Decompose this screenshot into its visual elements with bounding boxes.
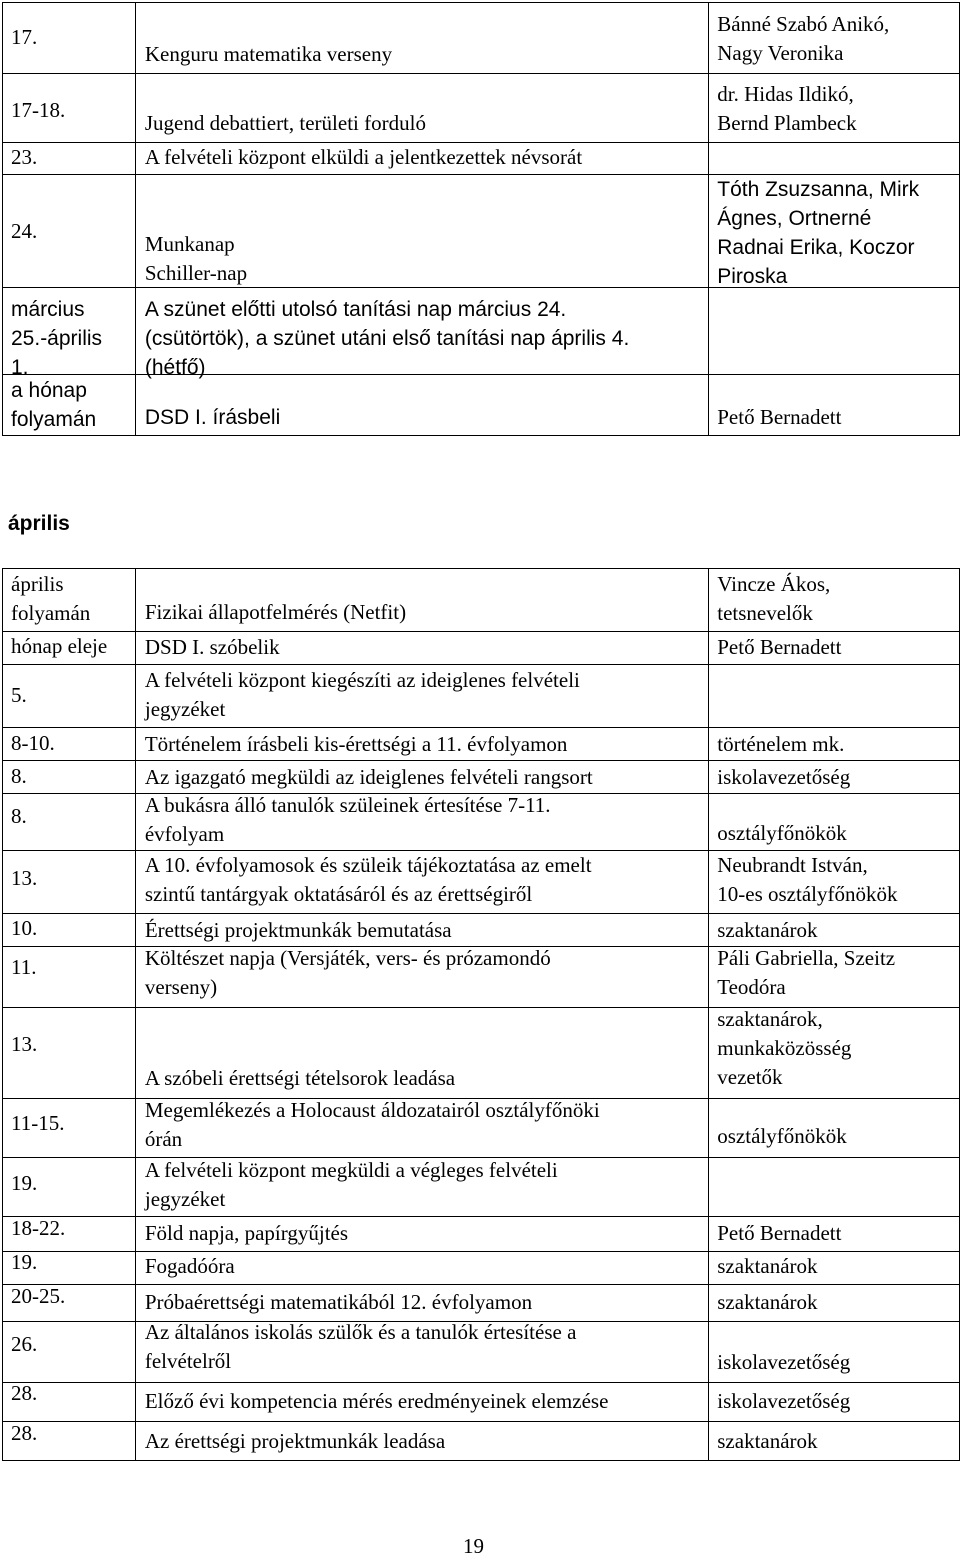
event-line: Kenguru matematika verseny <box>144 42 393 66</box>
date-cell <box>3 1099 136 1158</box>
responsible-cell <box>709 1099 960 1158</box>
event-line: Jugend debattiert, területi forduló <box>144 111 426 135</box>
event-line: A felvételi központ kiegészíti az ideiglenes felvételi <box>144 668 580 692</box>
event-line: Az igazgató megküldi az ideiglenes felvételi rangsort <box>144 765 593 789</box>
responsible-cell <box>709 1422 960 1461</box>
responsible-cell <box>709 914 960 947</box>
table-row <box>3 1099 960 1158</box>
event-cell <box>135 632 708 665</box>
event-cell <box>135 914 708 947</box>
date-line: 28. <box>11 1381 38 1405</box>
date-line: 19. <box>11 1250 38 1274</box>
date-line: 8. <box>11 764 27 788</box>
responsible-line: Teodóra <box>717 975 786 999</box>
date-line: folyamán <box>11 601 91 625</box>
responsible-line: iskolavezetőség <box>717 765 851 789</box>
event-line: A szóbeli érettségi tételsorok leadása <box>144 1066 456 1090</box>
table-row <box>3 375 960 436</box>
date-cell <box>3 728 136 761</box>
date-line: 28. <box>11 1421 38 1445</box>
event-line: Az érettségi projektmunkák leadása <box>144 1429 446 1453</box>
schedule-table-april <box>2 568 960 1461</box>
responsible-cell <box>709 569 960 632</box>
table-row <box>3 761 960 794</box>
date-cell <box>3 632 136 665</box>
date-line: 24. <box>11 219 38 243</box>
event-line: Fogadóóra <box>144 1254 235 1278</box>
responsible-cell <box>709 761 960 794</box>
date-cell <box>3 288 136 379</box>
table-row <box>3 794 960 851</box>
date-cell <box>3 175 136 288</box>
date-line: 8-10. <box>11 731 55 755</box>
responsible-cell <box>709 632 960 665</box>
table-row <box>3 1322 960 1383</box>
event-line: évfolyam <box>144 822 225 846</box>
responsible-line: Bernd Plambeck <box>717 111 857 135</box>
responsible-cell <box>709 947 960 1008</box>
event-line: Föld napja, papírgyűjtés <box>144 1221 349 1245</box>
table-row <box>3 914 960 947</box>
responsible-cell <box>709 143 960 175</box>
date-line: 11-15. <box>11 1111 65 1135</box>
date-line: folyamán <box>11 408 97 431</box>
date-line: 20-25. <box>11 1284 66 1308</box>
event-cell <box>135 1252 708 1285</box>
responsible-line: Neubrandt István, <box>717 853 868 877</box>
date-line: 5. <box>11 683 27 707</box>
event-cell <box>135 1099 708 1158</box>
date-line: április <box>11 572 64 596</box>
date-cell <box>3 1252 136 1285</box>
event-line: jegyzéket <box>144 1187 226 1211</box>
table-row <box>3 665 960 728</box>
responsible-line: Piroska <box>717 265 788 288</box>
responsible-line: Pető Bernadett <box>717 1221 842 1245</box>
page-number: 19 <box>463 1534 484 1558</box>
event-cell <box>135 74 708 143</box>
date-cell <box>3 1158 136 1217</box>
table-row <box>3 632 960 665</box>
responsible-line: szaktanárok, <box>717 1007 823 1031</box>
event-cell <box>135 728 708 761</box>
table-row <box>3 1217 960 1252</box>
date-cell <box>3 1383 136 1422</box>
event-line: A szünet előtti utolsó tanítási nap március 24. <box>144 298 567 321</box>
event-line: A felvételi központ megküldi a végleges felvételi <box>144 1158 558 1182</box>
event-cell <box>135 1158 708 1217</box>
responsible-cell <box>709 728 960 761</box>
responsible-cell <box>709 175 960 288</box>
event-line: Előző évi kompetencia mérés eredményeinek elemzése <box>144 1389 609 1413</box>
event-cell <box>135 761 708 794</box>
responsible-line: Vincze Ákos, <box>717 572 831 596</box>
event-cell <box>135 1383 708 1422</box>
date-line: március <box>11 298 85 321</box>
event-line: DSD I. szóbelik <box>144 635 280 659</box>
table-row <box>3 175 960 288</box>
event-line: jegyzéket <box>144 697 226 721</box>
date-cell <box>3 851 136 914</box>
event-cell <box>135 665 708 728</box>
table-row <box>3 1252 960 1285</box>
responsible-line: Tóth Zsuzsanna, Mirk <box>717 178 920 201</box>
date-line: 10. <box>11 916 38 940</box>
responsible-cell <box>709 1252 960 1285</box>
event-cell <box>135 1322 708 1383</box>
responsible-line: Bánné Szabó Anikó, <box>717 12 890 36</box>
event-line: Megemlékezés a Holocaust áldozatairól osztályfőnöki <box>144 1098 600 1122</box>
responsible-cell <box>709 1008 960 1099</box>
event-line: A bukásra álló tanulók szüleinek értesítése 7-11. <box>144 793 551 817</box>
responsible-line: tetsnevelők <box>717 601 813 625</box>
date-line: 19. <box>11 1171 38 1195</box>
table-row <box>3 288 960 375</box>
date-cell <box>3 665 136 728</box>
responsible-line: Ágnes, Ortnerné <box>717 207 872 230</box>
date-line: 17. <box>11 25 38 49</box>
event-line: (csütörtök), a szünet utáni első tanítási nap április 4. <box>144 327 630 350</box>
table-row <box>3 1285 960 1322</box>
date-cell <box>3 794 136 851</box>
date-cell <box>3 375 136 436</box>
table-row <box>3 3 960 74</box>
event-line: szintű tantárgyak oktatásáról és az érettségiről <box>144 882 533 906</box>
responsible-cell <box>709 1285 960 1322</box>
event-cell <box>135 1422 708 1461</box>
event-cell <box>135 288 708 379</box>
section-heading-april: április <box>8 512 70 535</box>
responsible-cell <box>709 288 960 375</box>
responsible-line: munkaközösség <box>717 1036 852 1060</box>
responsible-line: szaktanárok <box>717 1290 818 1314</box>
date-cell <box>3 947 136 1008</box>
date-cell <box>3 569 136 632</box>
event-line: Munkanap <box>144 232 235 256</box>
schedule-table-march <box>2 2 960 436</box>
date-line: 18-22. <box>11 1216 66 1240</box>
responsible-cell <box>709 851 960 914</box>
event-line: DSD I. írásbeli <box>144 406 281 429</box>
date-line: 23. <box>11 145 38 169</box>
responsible-cell <box>709 375 960 436</box>
responsible-line: szaktanárok <box>717 918 818 942</box>
table-row <box>3 569 960 632</box>
responsible-cell <box>709 1383 960 1422</box>
event-line: Próbaérettségi matematikából 12. évfolyamon <box>144 1290 533 1314</box>
date-line: hónap eleje <box>11 634 108 658</box>
event-line: Az általános iskolás szülők és a tanulók értesítése a <box>144 1320 577 1344</box>
date-cell <box>3 1322 136 1383</box>
date-cell <box>3 914 136 947</box>
event-line: A felvételi központ elküldi a jelentkezettek névsorát <box>144 145 583 169</box>
event-cell <box>135 175 708 288</box>
event-line: A 10. évfolyamosok és szüleik tájékoztatása az emelt <box>144 853 592 877</box>
responsible-cell <box>709 74 960 143</box>
date-line: 25.-április <box>11 327 103 350</box>
table-row <box>3 728 960 761</box>
event-line: Történelem írásbeli kis-érettségi a 11. évfolyamon <box>144 732 568 756</box>
table-row <box>3 851 960 914</box>
date-line: 8. <box>11 804 27 828</box>
date-line: 11. <box>11 955 37 979</box>
responsible-line: Pető Bernadett <box>717 405 842 429</box>
date-cell <box>3 1422 136 1461</box>
table-row <box>3 1383 960 1422</box>
event-cell <box>135 1217 708 1252</box>
responsible-cell <box>709 1322 960 1383</box>
event-cell <box>135 851 708 914</box>
date-line: 1. <box>11 356 29 379</box>
responsible-cell <box>709 3 960 74</box>
event-cell <box>135 375 708 436</box>
event-cell <box>135 1285 708 1322</box>
event-line: Schiller-nap <box>144 261 248 285</box>
event-line: (hétfő) <box>144 356 206 379</box>
date-cell <box>3 74 136 143</box>
responsible-line: iskolavezetőség <box>717 1389 851 1413</box>
responsible-line: szaktanárok <box>717 1429 818 1453</box>
responsible-line: vezetők <box>717 1065 783 1089</box>
date-line: a hónap <box>11 379 87 402</box>
table-row <box>3 1422 960 1461</box>
event-cell <box>135 947 708 1008</box>
responsible-line: Pető Bernadett <box>717 635 842 659</box>
responsible-line: szaktanárok <box>717 1254 818 1278</box>
event-line: Költészet napja (Versjáték, vers- és prózamondó <box>144 946 551 970</box>
responsible-cell <box>709 1158 960 1217</box>
responsible-line: osztályfőnökök <box>717 1124 847 1148</box>
table-row <box>3 1008 960 1099</box>
event-cell <box>135 1008 708 1099</box>
date-cell <box>3 143 136 175</box>
event-line: felvételről <box>144 1349 232 1373</box>
event-cell <box>135 569 708 632</box>
date-line: 17-18. <box>11 98 66 122</box>
responsible-line: osztályfőnökök <box>717 821 847 845</box>
table-row <box>3 143 960 175</box>
responsible-line: 10-es osztályfőnökök <box>717 882 898 906</box>
table-row <box>3 74 960 143</box>
responsible-line: Páli Gabriella, Szeitz <box>717 946 896 970</box>
responsible-line: Nagy Veronika <box>717 41 844 65</box>
event-line: Érettségi projektmunkák bemutatása <box>144 918 452 942</box>
date-cell <box>3 1008 136 1099</box>
responsible-cell <box>709 794 960 851</box>
event-line: verseny) <box>144 975 218 999</box>
date-line: 13. <box>11 1032 38 1056</box>
table-row <box>3 1158 960 1217</box>
event-line: Fizikai állapotfelmérés (Netfit) <box>144 600 407 624</box>
date-cell <box>3 1217 136 1252</box>
responsible-line: Radnai Erika, Koczor <box>717 236 915 259</box>
date-line: 13. <box>11 866 38 890</box>
responsible-line: dr. Hidas Ildikó, <box>717 82 854 106</box>
date-line: 26. <box>11 1332 38 1356</box>
event-cell <box>135 3 708 74</box>
responsible-line: iskolavezetőség <box>717 1350 851 1374</box>
responsible-cell <box>709 1217 960 1252</box>
event-cell <box>135 143 708 175</box>
date-cell <box>3 761 136 794</box>
table-row <box>3 947 960 1008</box>
date-cell <box>3 1285 136 1322</box>
responsible-line: történelem mk. <box>717 732 845 756</box>
responsible-cell <box>709 665 960 728</box>
event-line: órán <box>144 1127 183 1151</box>
date-cell <box>3 3 136 74</box>
event-cell <box>135 794 708 851</box>
